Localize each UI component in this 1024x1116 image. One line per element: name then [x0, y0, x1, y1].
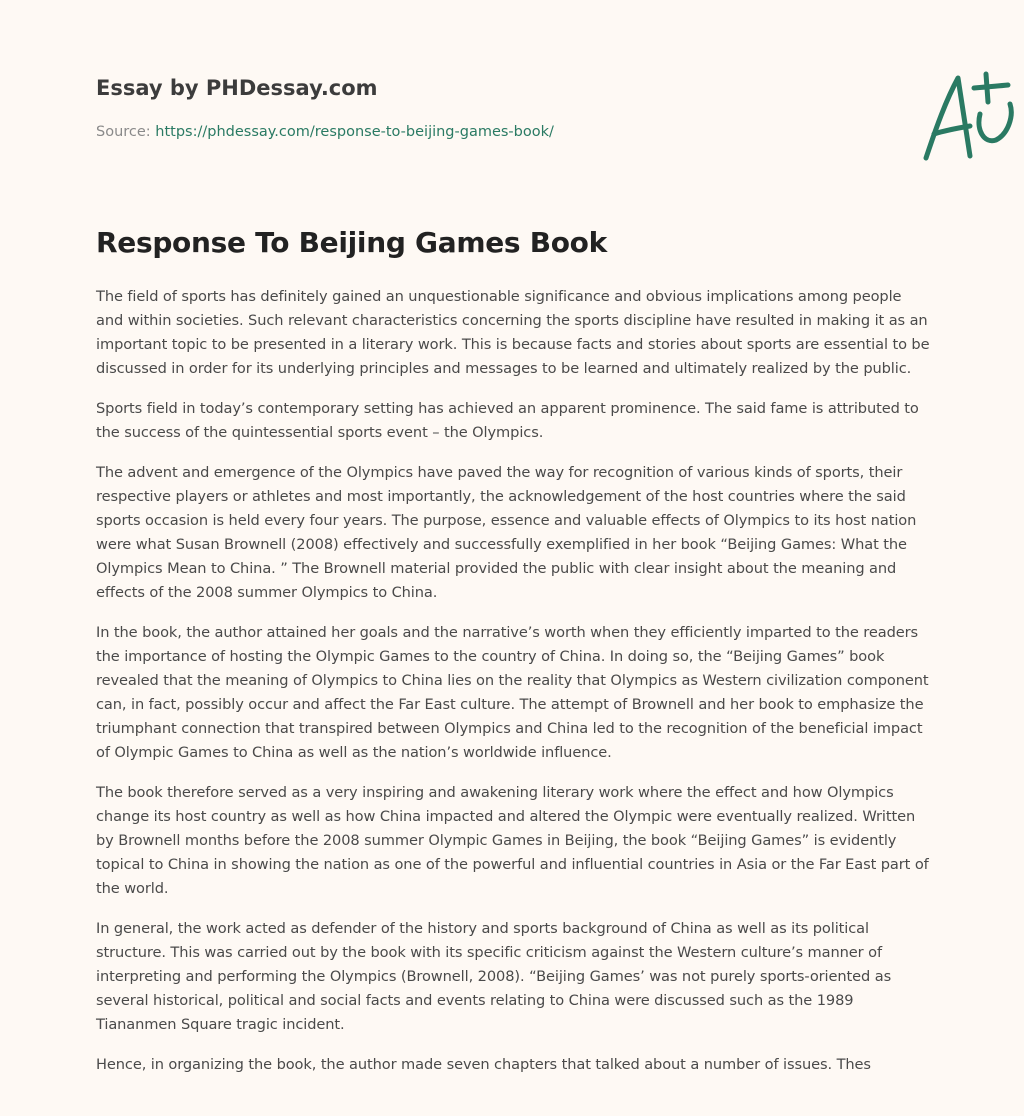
- source-link[interactable]: https://phdessay.com/response-to-beijing-games-book/: [155, 124, 554, 140]
- essay-paragraph: The advent and emergence of the Olympics have paved the way for recognition of various kinds of sports, their respective players or athletes and most importantly, the acknowledgement of the host countries where the said sports occasion is held every four years. The purpose, essence and valuable effects of Olympics to its host nation were what Susan Brownell (2008) effectively and successfully exemplified in her book “Beijing Games: What the Olympics Mean to China. ” The Brownell material provided the public with clear insight about the meaning and effects of the 2008 summer Olympics to China.: [96, 464, 917, 601]
- source-label: Source:: [96, 124, 156, 140]
- essay-paragraph: The field of sports has definitely gained an unquestionable significance and obvious implications among people and within societies. Such relevant characteristics concerning the sports discipline have resulted in making it as an important topic to be presented in a literary work. This is because facts and stories about sports are essential to be discussed in order for its underlying principles and messages to be learned and ultimately realized by the public.: [96, 288, 930, 377]
- source-line: [96, 124, 554, 140]
- essay-title: Response To Beijing Games Book: [96, 226, 607, 259]
- essay-paragraph: The book therefore served as a very inspiring and awakening literary work where the effect and how Olympics change its host country as well as how China impacted and altered the Olympic were eventually realized. Written by Brownell months before the 2008 summer Olympic Games in Beijing, the book “Beijing Games” is evidently topical to China in showing the nation as one of the powerful and influential countries in Asia or the Far East part of the world.: [96, 784, 929, 897]
- essay-paragraph: In general, the work acted as defender of the history and sports background of China as well as its political structure. This was carried out by the book with its specific criticism against the Western culture’s manner of interpreting and performing the Olympics (Brownell, 2008). “Beijing Games’ was not purely sports-oriented as several historical, political and social facts and events relating to China were discussed such as the 1989 Tiananmen Square tragic incident.: [96, 920, 892, 1033]
- a-plus-grade-icon: [918, 68, 1022, 164]
- site-title: Essay by PHDessay.com: [96, 76, 378, 100]
- essay-paragraph: Hence, in organizing the book, the author made seven chapters that talked about a number of issues. Thes: [96, 1056, 871, 1073]
- essay-paragraph: In the book, the author attained her goals and the narrative’s worth when they efficiently imparted to the readers the importance of hosting the Olympic Games to the country of China. In doing so, the “Beijing Games” book revealed that the meaning of Olympics to China lies on the reality that Olympics as Western civilization component can, in fact, possibly occur and affect the Far East culture. The attempt of Brownell and her book to emphasize the triumphant connection that transpired between Olympics and China led to the recognition of the beneficial impact of Olympic Games to China as well as the nation’s worldwide influence.: [96, 624, 929, 761]
- essay-body: [96, 285, 932, 1093]
- essay-paragraph: Sports field in today’s contemporary setting has achieved an apparent prominence. The said fame is attributed to the success of the quintessential sports event – the Olympics.: [96, 400, 919, 441]
